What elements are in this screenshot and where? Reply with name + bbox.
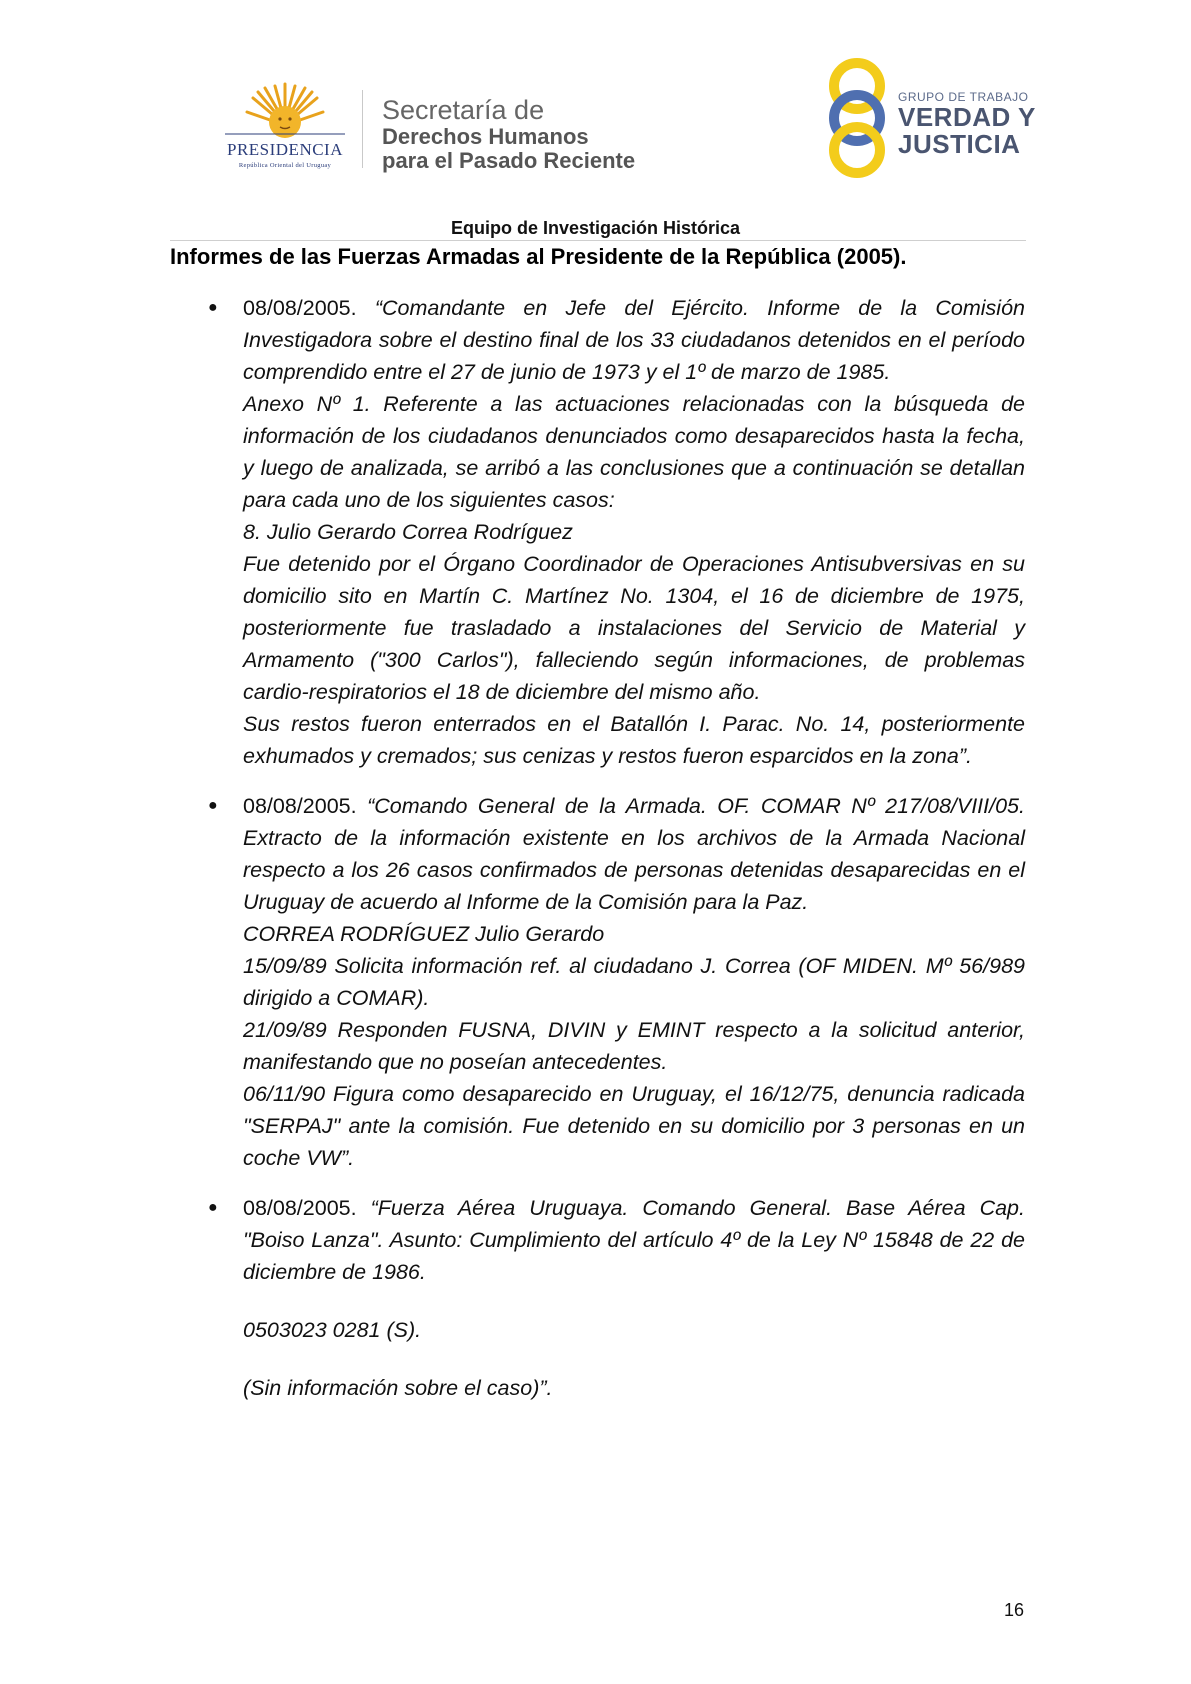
item-text: Sus restos fueron enterrados en el Batallón I. Parac. No. 14, posteriormente exhumados y cremados; sus cenizas y restos fueron esparcidos en la zona”. [243,712,1025,768]
presidencia-logo [210,82,360,174]
list-item-fuerza-aerea [205,1192,1025,1404]
presidencia-name: PRESIDENCIA [226,140,343,159]
item-paragraph [243,292,1025,388]
page-header [0,0,1191,238]
grupo-line-3: JUSTICIA [898,129,1021,159]
secretaria-line-2: Derechos Humanos [382,124,589,149]
item-text: 21/09/89 Responden FUSNA, DIVIN y EMINT respecto a la solicitud anterior, manifestando que no poseían antecedentes. [243,1018,1025,1074]
sun-emblem-icon [210,82,360,142]
item-code: 0503023 0281 (S). [243,1318,422,1342]
team-title: Equipo de Investigación Histórica [450,218,741,238]
item-text: “Comando General de la Armada. OF. COMAR Nº 217/08/VIII/05. Extracto de la información existente en los archivos de la Armada Nacional respecto a los 26 casos confirmados de personas detenidas desaparecidas en el Uruguay de acuerdo al Informe de la Comisión para la Paz. [243,794,1025,914]
item-date: 08/08/2005. [243,296,357,320]
secretaria-logo [382,95,635,173]
grupo-line-1: GRUPO DE TRABAJO [898,90,1029,104]
presidencia-subtitle: República Oriental del Uruguay [238,162,332,169]
secretaria-line-3: para el Pasado Reciente [382,148,636,173]
page-number: 16 [1004,1600,1025,1620]
bullet-icon: ● [208,797,218,814]
item-text: “Comandante en Jefe del Ejército. Informe de la Comisión Investigadora sobre el destino final de los 33 ciudadanos detenidos en el período comprendido entre el 27 de junio de 1973 y el 1º de marzo de 1985. [243,296,1025,384]
header-divider [362,90,363,168]
bullet-icon: ● [208,1199,218,1216]
secretaria-line-1: Secretaría de [382,95,545,125]
grupo-line-2: VERDAD Y [898,102,1036,132]
item-text: CORREA RODRÍGUEZ Julio Gerardo [243,922,605,946]
list-item-ejercito [205,292,1025,772]
page-title: Informes de las Fuerzas Armadas al Presidente de la República (2005). [170,244,907,269]
bullet-icon: ● [208,299,218,316]
item-date: 08/08/2005. [243,1196,357,1220]
item-paragraph [243,1192,1025,1288]
item-text: “Fuerza Aérea Uruguaya. Comando General. Base Aérea Cap. "Boiso Lanza". Asunto: Cumplimiento del artículo 4º de la Ley Nº 15848 de 22 de diciembre de 1986. [243,1196,1025,1284]
grupo-trabajo-logo [898,90,1036,158]
item-text: 8. Julio Gerardo Correa Rodríguez [243,520,573,544]
list-item-armada [205,790,1025,1174]
item-text: 15/09/89 Solicita información ref. al ciudadano J. Correa (OF MIDEN. Mº 56/989 dirigido a COMAR). [243,954,1025,1010]
item-text: 06/11/90 Figura como desaparecido en Uruguay, el 16/12/75, denuncia radicada "SERPAJ" ante la comisión. Fue detenido en su domicilio por 3 personas en un coche VW”. [243,1082,1025,1170]
linked-rings-icon [822,58,892,178]
report-list [205,292,1025,1422]
header-rule [170,240,1026,241]
item-text: Anexo Nº 1. Referente a las actuaciones relacionadas con la búsqueda de información de los ciudadanos denunciados como desaparecidos hasta la fecha, y luego de analizada, se arribó a las conclusiones que a continuación se detallan para cada uno de los siguientes casos: [243,392,1025,512]
item-date: 08/08/2005. [243,794,357,818]
item-paragraph [243,790,1025,918]
item-text: Fue detenido por el Órgano Coordinador de Operaciones Antisubversivas en su domicilio sito en Martín C. Martínez No. 1304, el 16 de diciembre de 1975, posteriormente fue trasladado a instalaciones del Servicio de Material y Armamento ("300 Carlos"), falleciendo según informaciones, de problemas cardio-respiratorios el 18 de diciembre del mismo año. [243,552,1025,704]
item-note: (Sin información sobre el caso)”. [243,1376,553,1400]
